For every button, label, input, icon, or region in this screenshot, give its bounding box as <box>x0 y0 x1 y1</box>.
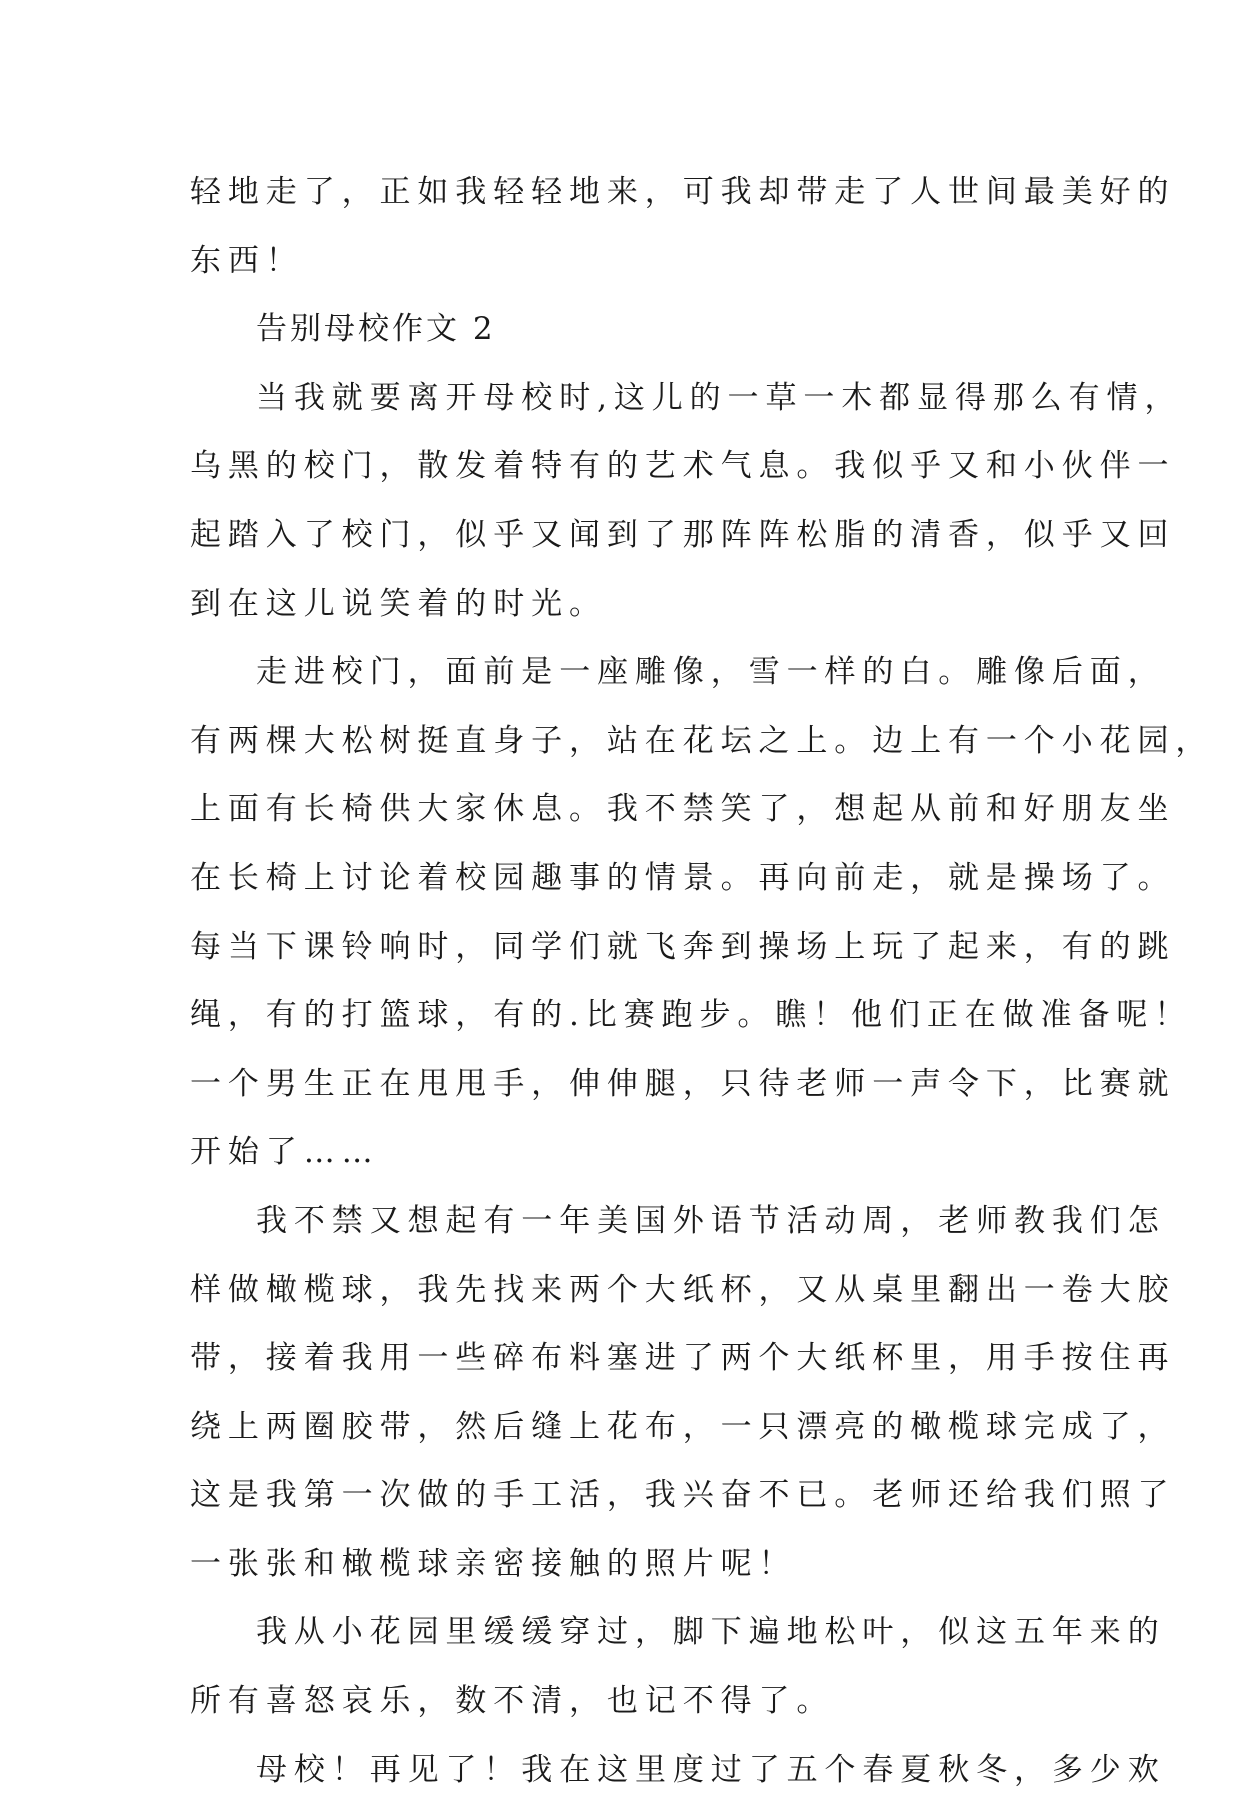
text-line: 带，接着我用一些碎布料塞进了两个大纸杯里，用手按住再 <box>190 1340 1176 1377</box>
text-line: 一个男生正在甩甩手，伸伸腿，只待老师一声令下，比赛就 <box>190 1065 1176 1102</box>
text-line: 在长椅上讨论着校园趣事的情景。再向前走，就是操场了。 <box>190 859 1176 896</box>
text-line: 每当下课铃响时，同学们就飞奔到操场上玩了起来，有的跳 <box>190 928 1176 965</box>
text-line: 东西！ <box>190 242 304 279</box>
text-line: 上面有长椅供大家休息。我不禁笑了，想起从前和好朋友坐 <box>190 791 1176 828</box>
section-heading: 告别母校作文 2 <box>256 311 496 348</box>
text-line: 开始了…… <box>190 1134 380 1171</box>
text-line: 样做橄榄球，我先找来两个大纸杯，又从桌里翻出一卷大胶 <box>190 1271 1176 1308</box>
text-line: 这是我第一次做的手工活，我兴奋不已。老师还给我们照了 <box>190 1477 1176 1514</box>
text-line: 当我就要离开母校时,这儿的一草一木都显得那么有情， <box>256 379 1183 416</box>
text-line: 我不禁又想起有一年美国外语节活动周，老师教我们怎 <box>256 1202 1166 1239</box>
text-line: 一张张和橄榄球亲密接触的照片呢！ <box>190 1545 797 1582</box>
text-line: 走进校门，面前是一座雕像，雪一样的白。雕像后面， <box>256 654 1166 691</box>
text-line: 绳，有的打篮球，有的.比赛跑步。瞧！他们正在做准备呢！ <box>190 997 1193 1034</box>
text-line: 有两棵大松树挺直身子，站在花坛之上。边上有一个小花园， <box>190 722 1214 759</box>
text-line: 乌黑的校门，散发着特有的艺术气息。我似乎又和小伙伴一 <box>190 448 1176 485</box>
text-line: 我从小花园里缓缓穿过，脚下遍地松叶，似这五年来的 <box>256 1614 1166 1651</box>
text-line: 轻地走了，正如我轻轻地来，可我却带走了人世间最美好的 <box>190 174 1176 210</box>
text-line: 到在这儿说笑着的时光。 <box>190 585 607 622</box>
text-line: 起踏入了校门，似乎又闻到了那阵阵松脂的清香，似乎又回 <box>190 516 1176 553</box>
text-line: 绕上两圈胶带，然后缝上花布，一只漂亮的橄榄球完成了， <box>190 1408 1176 1445</box>
text-line: 所有喜怒哀乐，数不清，也记不得了。 <box>190 1683 835 1720</box>
text-line: 母校！再见了！我在这里度过了五个春夏秋冬，多少欢 <box>256 1751 1166 1788</box>
document-page <box>190 158 1214 1804</box>
